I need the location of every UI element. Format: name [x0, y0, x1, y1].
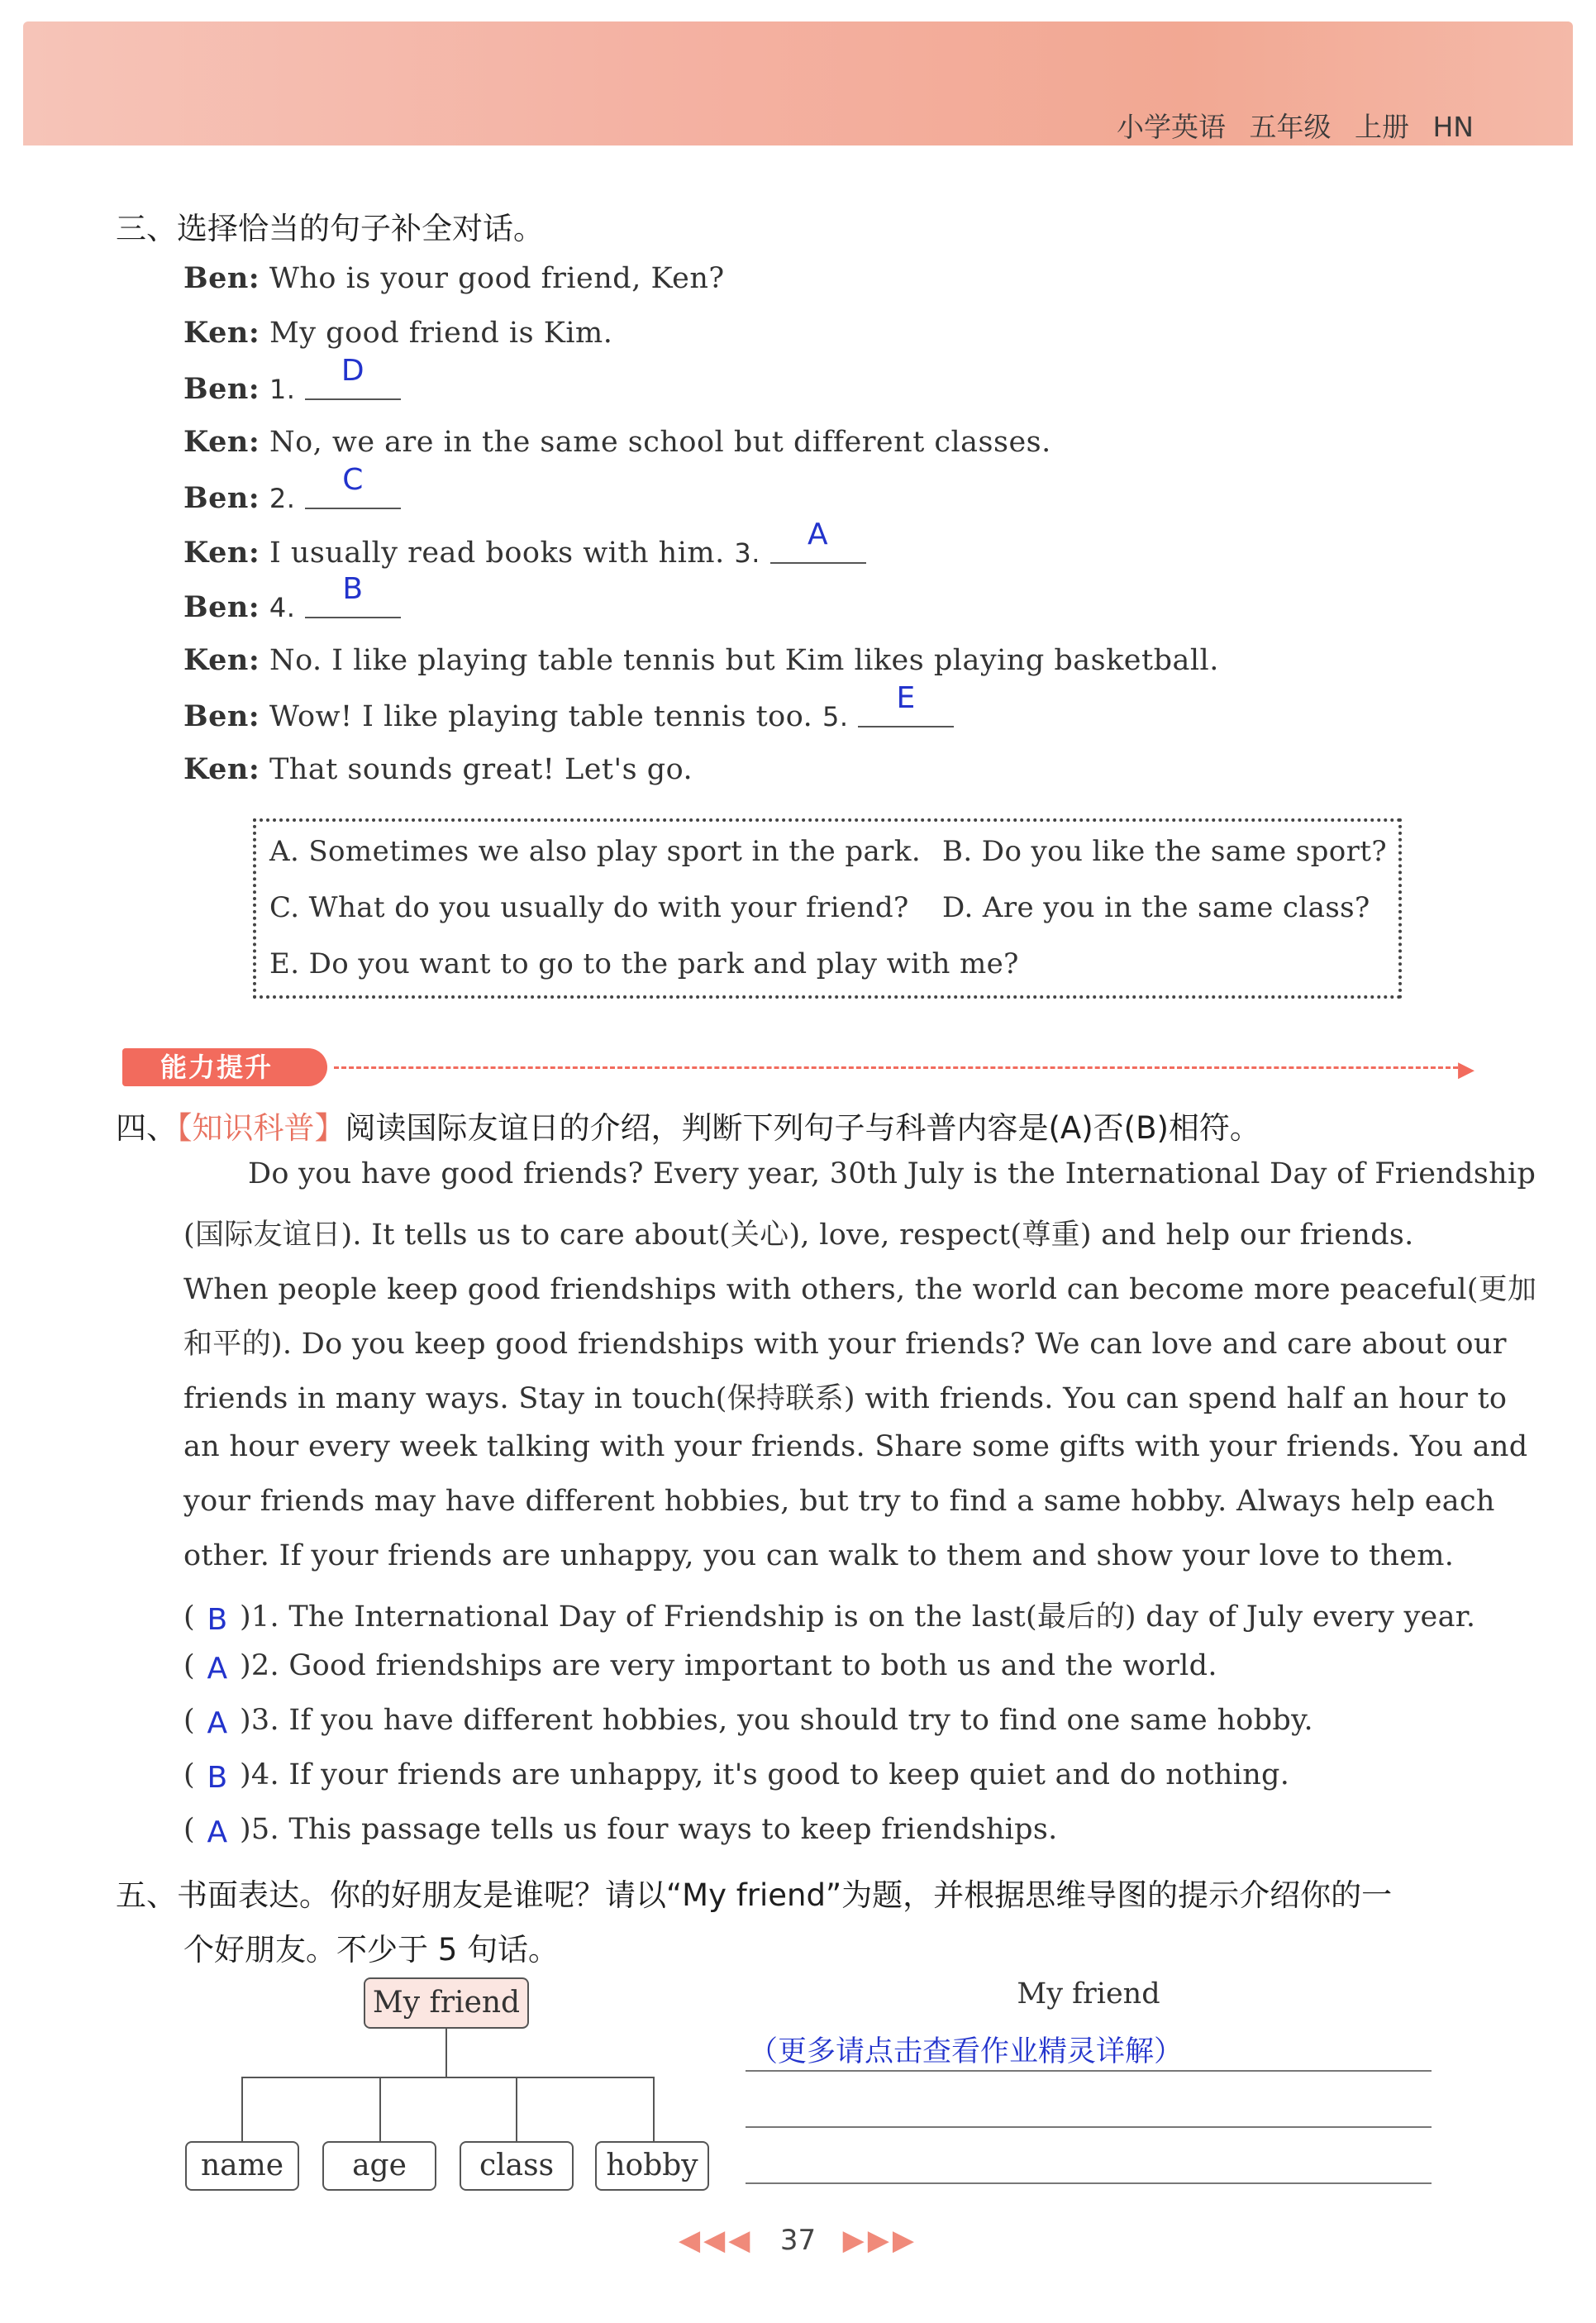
- ability-label: 能力提升: [160, 1052, 274, 1083]
- speaker: Ken:: [183, 316, 260, 350]
- judge-text: )5. This passage tells us four ways to keep friendships.: [239, 1813, 1058, 1846]
- judge-text: )2. Good friendships are very important to both us and the world.: [239, 1649, 1217, 1682]
- judge-item: ( B )4. If your friends are unhappy, it's good to keep quiet and do nothing.: [183, 1758, 1290, 1795]
- arrow-right-icon: ▶: [1458, 1057, 1475, 1082]
- answer-text: D: [341, 354, 365, 388]
- passage-line: your friends may have different hobbies, but try to find a same hobby. Always help each: [183, 1485, 1495, 1518]
- section4-prefix: 四、: [116, 1110, 177, 1146]
- option-b: B. Do you like the same sport?: [942, 835, 1388, 868]
- passage-line: 和平的). Do you keep good friendships with your friends? We can love and care about our: [183, 1328, 1507, 1361]
- mindmap-connector: [241, 2077, 243, 2141]
- mindmap-node-class: class: [460, 2141, 574, 2191]
- dialogue-line: [183, 752, 693, 786]
- option-e: E. Do you want to go to the park and play with me?: [269, 947, 1019, 980]
- dialogue-text: My good friend is Kim.: [269, 317, 613, 350]
- answer-hint-link[interactable]: （更多请点击查看作业精灵详解）: [749, 2035, 1184, 2068]
- option-d: D. Are you in the same class?: [942, 891, 1370, 924]
- answer-blank[interactable]: [305, 354, 401, 400]
- ability-banner: [122, 1048, 327, 1086]
- writing-line[interactable]: [746, 2126, 1432, 2128]
- dialogue-line: [183, 572, 401, 624]
- judge-answer[interactable]: A: [207, 1706, 228, 1740]
- speaker: Ken:: [183, 643, 260, 677]
- book-info: 小学英语 五年级 上册 HN: [1117, 111, 1474, 143]
- speaker: Ken:: [183, 425, 260, 459]
- answer-text: E: [896, 681, 916, 715]
- dialogue-text: No, we are in the same school but different classes.: [269, 426, 1051, 459]
- dialogue-line: [183, 261, 725, 295]
- speaker: Ken:: [183, 752, 260, 786]
- judge-text: )3. If you have different hobbies, you should try to find one same hobby.: [239, 1704, 1313, 1737]
- passage-line: an hour every week talking with your friends. Share some gifts with your friends. You and: [183, 1430, 1528, 1463]
- speaker: Ben:: [183, 699, 260, 733]
- option-a: A. Sometimes we also play sport in the park.: [269, 835, 922, 868]
- blank-number: 2.: [269, 483, 296, 514]
- answer-blank[interactable]: [305, 463, 401, 509]
- speaker: Ben:: [183, 261, 260, 295]
- dialogue-text: I usually read books with him.: [269, 537, 725, 570]
- mindmap-node-age: age: [322, 2141, 436, 2191]
- section3-title: 三、选择恰当的句子补全对话。: [116, 211, 544, 246]
- dialogue-line: [183, 643, 1219, 677]
- answer-text: B: [342, 572, 364, 606]
- speaker: Ben:: [183, 481, 260, 515]
- passage-line: When people keep good friendships with others, the world can become more peaceful(更加: [183, 1273, 1537, 1306]
- blank-number: 4.: [269, 592, 296, 623]
- judge-text: )4. If your friends are unhappy, it's good to keep quiet and do nothing.: [239, 1758, 1290, 1791]
- dialogue-line: [183, 425, 1051, 459]
- section4-instruction: 阅读国际友谊日的介绍，判断下列句子与科普内容是(A)否(B)相符。: [345, 1110, 1260, 1146]
- dialogue-line: [183, 518, 866, 570]
- mindmap-connector: [516, 2077, 517, 2141]
- answer-blank[interactable]: [770, 518, 866, 564]
- judge-item: ( B )1. The International Day of Friendship is on the last(最后的) day of July every year.: [183, 1600, 1476, 1637]
- dialogue-text: Who is your good friend, Ken?: [269, 262, 725, 295]
- passage-line: (国际友谊日). It tells us to care about(关心), love, respect(尊重) and help our friends.: [183, 1219, 1414, 1252]
- mindmap-connector: [445, 2029, 447, 2077]
- blank-number: 5.: [822, 701, 849, 732]
- judge-text: )1. The International Day of Friendship is on the last(最后的) day of July every year.: [239, 1600, 1476, 1634]
- mindmap-node-hobby: hobby: [595, 2141, 709, 2191]
- speaker: Ben:: [183, 372, 260, 406]
- dialogue-line: [183, 463, 401, 515]
- prev-arrows-icon: ◀◀◀: [678, 2224, 754, 2257]
- answer-blank[interactable]: [305, 572, 401, 618]
- answer-blank[interactable]: [858, 681, 954, 727]
- dialogue-text: That sounds great! Let's go.: [269, 753, 693, 786]
- section5-title-line1: 五、书面表达。你的好朋友是谁呢？请以“My friend”为题，并根据思维导图的提示介绍你的一: [116, 1877, 1393, 1913]
- answer-text: A: [807, 518, 829, 551]
- knowledge-tag: 【知识科普】: [177, 1110, 345, 1146]
- option-c: C. What do you usually do with your friend?: [269, 891, 909, 924]
- mindmap-connector: [241, 2077, 655, 2078]
- writing-line[interactable]: [746, 2182, 1432, 2184]
- mindmap-root: My friend: [364, 1977, 529, 2029]
- blank-number: 1.: [269, 374, 296, 405]
- judge-answer[interactable]: B: [207, 1603, 228, 1637]
- dialogue-line: [183, 681, 954, 733]
- composition-title: My friend: [1017, 1977, 1160, 2011]
- judge-item: ( A )3. If you have different hobbies, you should try to find one same hobby.: [183, 1704, 1313, 1740]
- passage-line: Do you have good friends? Every year, 30th July is the International Day of Friendship: [248, 1157, 1536, 1190]
- passage-line: other. If your friends are unhappy, you can walk to them and show your love to them.: [183, 1539, 1455, 1572]
- page-number: 37: [779, 2224, 817, 2257]
- judge-answer[interactable]: A: [207, 1815, 228, 1849]
- writing-line[interactable]: [746, 2070, 1432, 2072]
- passage-line: friends in many ways. Stay in touch(保持联系) with friends. You can spend half an hour to: [183, 1382, 1508, 1415]
- dialogue-line: [183, 316, 612, 350]
- judge-item: ( A )2. Good friendships are very important to both us and the world.: [183, 1649, 1217, 1686]
- dialogue-line: [183, 354, 401, 406]
- judge-answer[interactable]: B: [207, 1761, 228, 1795]
- speaker: Ben:: [183, 590, 260, 624]
- speaker: Ken:: [183, 536, 260, 570]
- dialogue-text: No. I like playing table tennis but Kim likes playing basketball.: [269, 644, 1219, 677]
- judge-item: ( A )5. This passage tells us four ways to keep friendships.: [183, 1813, 1058, 1849]
- section5-title-line2: 个好朋友。不少于 5 句话。: [183, 1932, 560, 1968]
- answer-text: C: [342, 463, 364, 497]
- dialogue-text: Wow! I like playing table tennis too.: [269, 700, 813, 733]
- section4-title: [116, 1103, 1260, 1147]
- page-footer: [0, 2224, 1596, 2257]
- mindmap-node-name: name: [185, 2141, 299, 2191]
- mindmap-connector: [379, 2077, 381, 2141]
- ability-divider: [334, 1066, 1458, 1069]
- judge-answer[interactable]: A: [207, 1652, 228, 1686]
- next-arrows-icon: ▶▶▶: [842, 2224, 918, 2257]
- mindmap-connector: [653, 2077, 655, 2141]
- blank-number: 3.: [734, 537, 760, 569]
